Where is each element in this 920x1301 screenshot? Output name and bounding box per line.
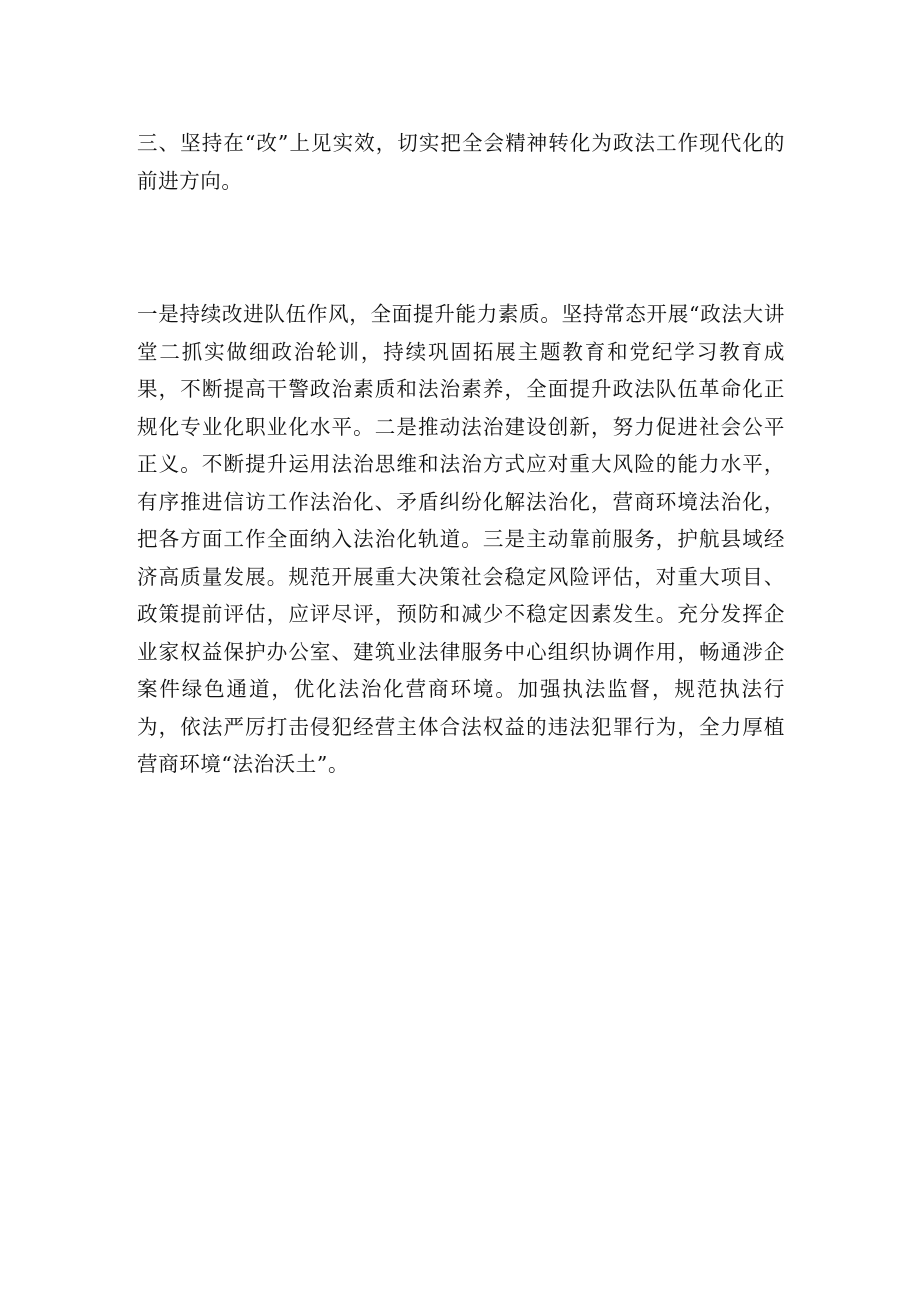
- body-paragraph: 一是持续改进队伍作风，全面提升能力素质。坚持常态开展“政法大讲堂二抓实做细政治轮训，持续巩固拓展主题教育和党纪学习教育成果，不断提高干警政治素质和法治素养，全面提升政法队伍革命化正规化专业化职业化水平。二是推动法治建设创新，努力促进社会公平正义。不断提升运用法治思维和法治方式应对重大风险的能力水平，有序推进信访工作法治化、矛盾纠纷化解法治化，营商环境法治化，把各方面工作全面纳入法治化轨道。三是主动靠前服务，护航县域经济高质量发展。规范开展重大决策社会稳定风险评估，对重大项目、政策提前评估，应评尽评，预防和减少不稳定因素发生。充分发挥企业家权益保护办公室、建筑业法律服务中心组织协调作用，畅通涉企案件绿色通道，优化法治化营商环境。加强执法监督，规范执法行为，依法严厉打击侵犯经营主体合法权益的违法犯罪行为，全力厚植营商环境“法治沃土”。: [137, 302, 785, 776]
- section-heading: 三、坚持在“改”上见实效，切实把全会精神转化为政法工作现代化的前进方向。: [137, 131, 785, 193]
